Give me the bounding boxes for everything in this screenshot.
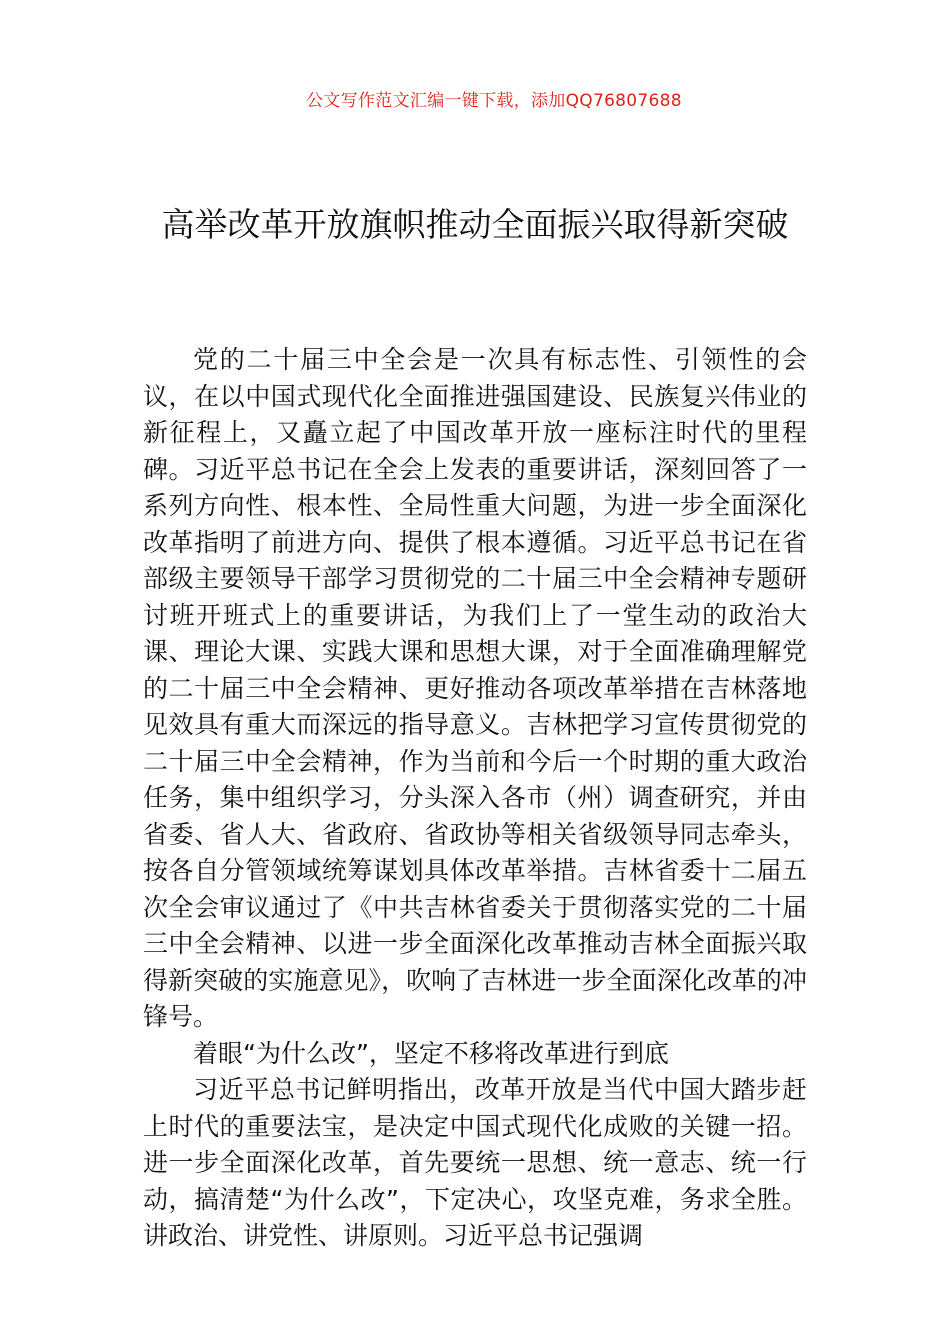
download-promo-note: 公文写作范文汇编一键下载，添加QQ76807688 (306, 91, 682, 111)
body-paragraph: 习近平总书记鲜明指出，改革开放是当代中国大踏步赶上时代的重要法宝，是决定中国式现代化成败的关键一招。进一步全面深化改革，首先要统一思想、统一意志、统一行动，搞清楚“为什么改”，下定决心，攻坚克难，务求全胜。讲政治、讲党性、讲原则。习近平总书记强调 (143, 1075, 807, 1250)
document-title: 高举改革开放旗帜推动全面振兴取得新突破 (161, 205, 789, 245)
document-body (143, 342, 807, 1255)
body-paragraph-intro: 党的二十届三中全会是一次具有标志性、引领性的会议，在以中国式现代化全面推进强国建设、民族复兴伟业的新征程上，又矗立起了中国改革开放一座标注时代的里程碑。习近平总书记在全会上发表的重要讲话，深刻回答了一系列方向性、根本性、全局性重大问题，为进一步全面深化改革指明了前进方向、提供了根本遵循。习近平总书记在省部级主要领导干部学习贯彻党的二十届三中全会精神专题研讨班开班式上的重要讲话，为我们上了一堂生动的政治大课、理论大课、实践大课和思想大课，对于全面准确理解党的二十届三中全会精神、更好推动各项改革举措在吉林落地见效具有重大而深远的指导意义。吉林把学习宣传贯彻党的二十届三中全会精神，作为当前和今后一个时期的重大政治任务，集中组织学习，分头深入各市（州）调查研究，并由省委、省人大、省政府、省政协等相关省级领导同志牵头，按各自分管领域统筹谋划具体改革举措。吉林省委十二届五次全会审议通过了《中共吉林省委关于贯彻落实党的二十届三中全会精神、以进一步全面深化改革推动吉林全面振兴取得新突破的实施意见》，吹响了吉林进一步全面深化改革的冲锋号。 (143, 345, 807, 1031)
section-heading: 着眼“为什么改”，坚定不移将改革进行到底 (193, 1038, 669, 1068)
